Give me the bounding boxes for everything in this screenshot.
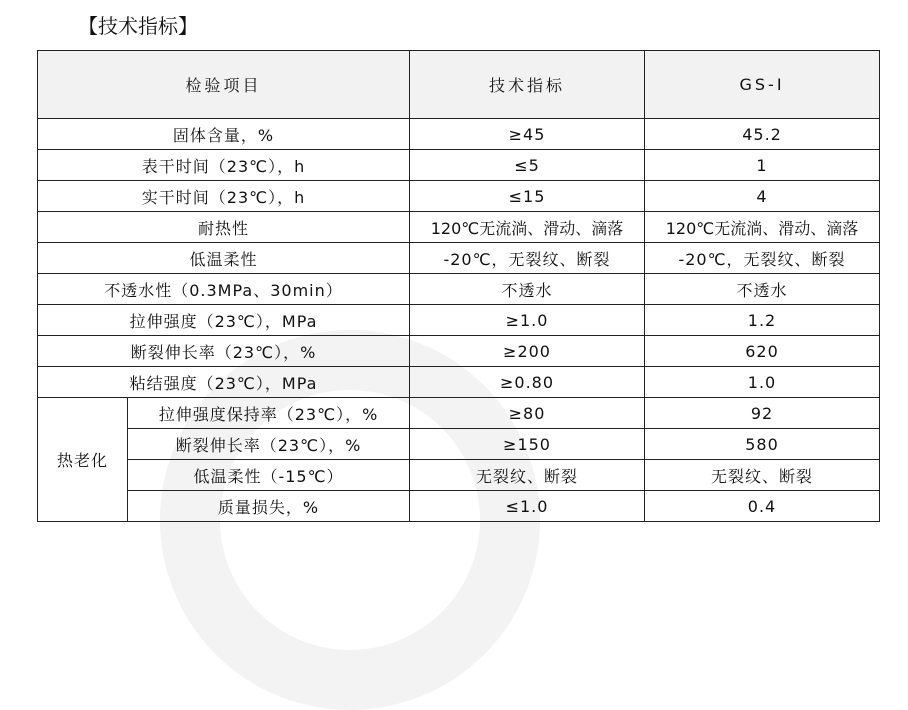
table-row — [38, 336, 880, 367]
table-row — [38, 212, 880, 243]
table-row — [38, 460, 880, 491]
row-item: 粘结强度（23℃），MPa — [38, 367, 410, 398]
row-item: 拉伸强度保持率（23℃），% — [128, 398, 410, 429]
row-spec: ≥150 — [410, 429, 645, 460]
row-item: 低温柔性 — [38, 243, 410, 274]
table-row — [38, 305, 880, 336]
row-item: 表干时间（23℃），h — [38, 150, 410, 181]
header-value: GS-I — [645, 51, 880, 119]
table-row — [38, 150, 880, 181]
table-row — [38, 274, 880, 305]
row-value: 无裂纹、断裂 — [645, 460, 880, 491]
row-item: 耐热性 — [38, 212, 410, 243]
row-spec: ≤15 — [410, 181, 645, 212]
row-item: 断裂伸长率（23℃），% — [38, 336, 410, 367]
row-item: 质量损失，% — [128, 491, 410, 522]
row-spec: ≥80 — [410, 398, 645, 429]
table-row — [38, 491, 880, 522]
table-row — [38, 243, 880, 274]
row-value: 1 — [645, 150, 880, 181]
row-spec: ≥200 — [410, 336, 645, 367]
row-spec: ≤1.0 — [410, 491, 645, 522]
table-row — [38, 367, 880, 398]
row-value: 不透水 — [645, 274, 880, 305]
row-item: 不透水性（0.3MPa、30min） — [38, 274, 410, 305]
row-value: 45.2 — [645, 119, 880, 150]
table-row — [38, 398, 880, 429]
row-value: 120℃无流淌、滑动、滴落 — [645, 212, 880, 243]
row-value: 0.4 — [645, 491, 880, 522]
row-value: -20℃，无裂纹、断裂 — [645, 243, 880, 274]
row-spec: ≥0.80 — [410, 367, 645, 398]
row-value: 1.0 — [645, 367, 880, 398]
row-spec: 无裂纹、断裂 — [410, 460, 645, 491]
table-row — [38, 429, 880, 460]
row-item: 低温柔性（-15℃） — [128, 460, 410, 491]
row-spec: ≥1.0 — [410, 305, 645, 336]
row-value: 4 — [645, 181, 880, 212]
row-spec: ≥45 — [410, 119, 645, 150]
row-value: 92 — [645, 398, 880, 429]
row-spec: ≤5 — [410, 150, 645, 181]
row-item: 实干时间（23℃），h — [38, 181, 410, 212]
group-label-heat-aging: 热老化 — [38, 398, 128, 522]
row-spec: 120℃无流淌、滑动、滴落 — [410, 212, 645, 243]
row-item: 拉伸强度（23℃），MPa — [38, 305, 410, 336]
row-value: 620 — [645, 336, 880, 367]
header-item: 检验项目 — [38, 51, 410, 119]
spec-table — [37, 50, 880, 522]
header-spec: 技术指标 — [410, 51, 645, 119]
row-spec: -20℃，无裂纹、断裂 — [410, 243, 645, 274]
table-header-row — [38, 51, 880, 119]
section-title: 【技术指标】 — [78, 14, 198, 38]
row-value: 580 — [645, 429, 880, 460]
row-item: 固体含量，% — [38, 119, 410, 150]
row-value: 1.2 — [645, 305, 880, 336]
row-spec: 不透水 — [410, 274, 645, 305]
table-row — [38, 119, 880, 150]
row-item: 断裂伸长率（23℃），% — [128, 429, 410, 460]
table-row — [38, 181, 880, 212]
